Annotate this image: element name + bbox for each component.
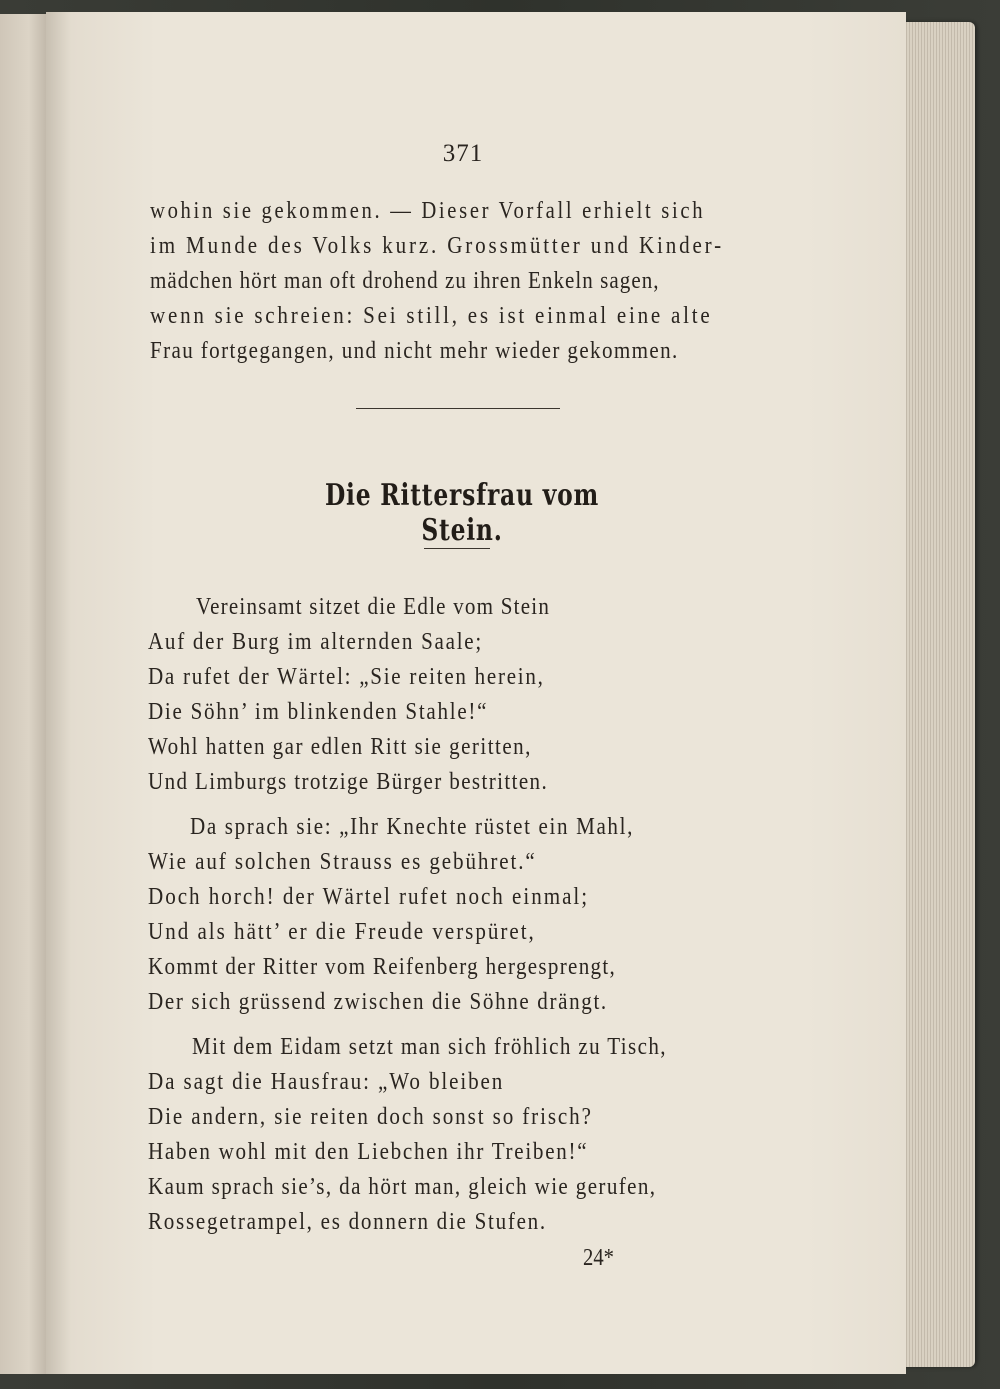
prose-line — [150, 198, 770, 225]
page-number: 371 — [442, 140, 484, 167]
prose-line-text: wohin sie gekommen. — Dieser Vorfall erhielt sich — [150, 198, 706, 224]
verse-line: Da sprach sie: „Ihr Knechte rüstet ein Mahl, — [190, 813, 635, 840]
prose-line: Frau fortgegangen, und nicht mehr wieder gekommen. — [150, 337, 679, 364]
poem-title: Die Rittersfrau vom Stein. — [324, 478, 600, 548]
verse-line: Die andern, sie reiten doch sonst so frisch? — [148, 1103, 593, 1130]
verse-line: Doch horch! der Wärtel rufet noch einmal; — [148, 883, 590, 910]
signature-mark: 24* — [583, 1245, 614, 1271]
prose-line: wenn sie schreien: Sei still, es ist einmal eine alte — [150, 302, 713, 329]
verse-line: Wohl hatten gar edlen Ritt sie geritten, — [148, 733, 532, 760]
verse-line: Auf der Burg im alternden Saale; — [148, 628, 483, 655]
verse-line: Mit dem Eidam setzt man sich fröhlich zu Tisch, — [192, 1033, 667, 1060]
verse-line: Kommt der Ritter vom Reifenberg hergesprengt, — [148, 953, 617, 980]
prose-line: mädchen hört man oft drohend zu ihren Enkeln sagen, — [150, 267, 660, 294]
verse-line: Und Limburgs trotzige Bürger bestritten. — [148, 768, 549, 795]
prose-line: im Munde des Volks kurz. Grossmütter und Kinder- — [150, 232, 724, 259]
verse-line: Wie auf solchen Strauss es gebühret.“ — [148, 848, 537, 875]
verse-line: Da rufet der Wärtel: „Sie reiten herein, — [148, 663, 545, 690]
verse-line: Vereinsamt sitzet die Edle vom Stein — [196, 593, 551, 620]
verse-line: Haben wohl mit den Liebchen ihr Treiben!“ — [148, 1138, 589, 1165]
section-divider — [356, 408, 560, 409]
left-page-edge — [0, 14, 52, 1374]
verse-line: Die Söhn’ im blinkenden Stahle!“ — [148, 698, 489, 725]
verse-line: Kaum sprach sie’s, da hört man, gleich wie gerufen, — [148, 1173, 657, 1200]
verse-line: Da sagt die Hausfrau: „Wo bleiben — [148, 1068, 505, 1095]
title-divider — [424, 548, 490, 549]
verse-line: Rossegetrampel, es donnern die Stufen. — [148, 1208, 547, 1235]
verse-line: Und als hätt’ er die Freude verspüret, — [148, 918, 536, 945]
verse-line: Der sich grüssend zwischen die Söhne drängt. — [148, 988, 608, 1015]
